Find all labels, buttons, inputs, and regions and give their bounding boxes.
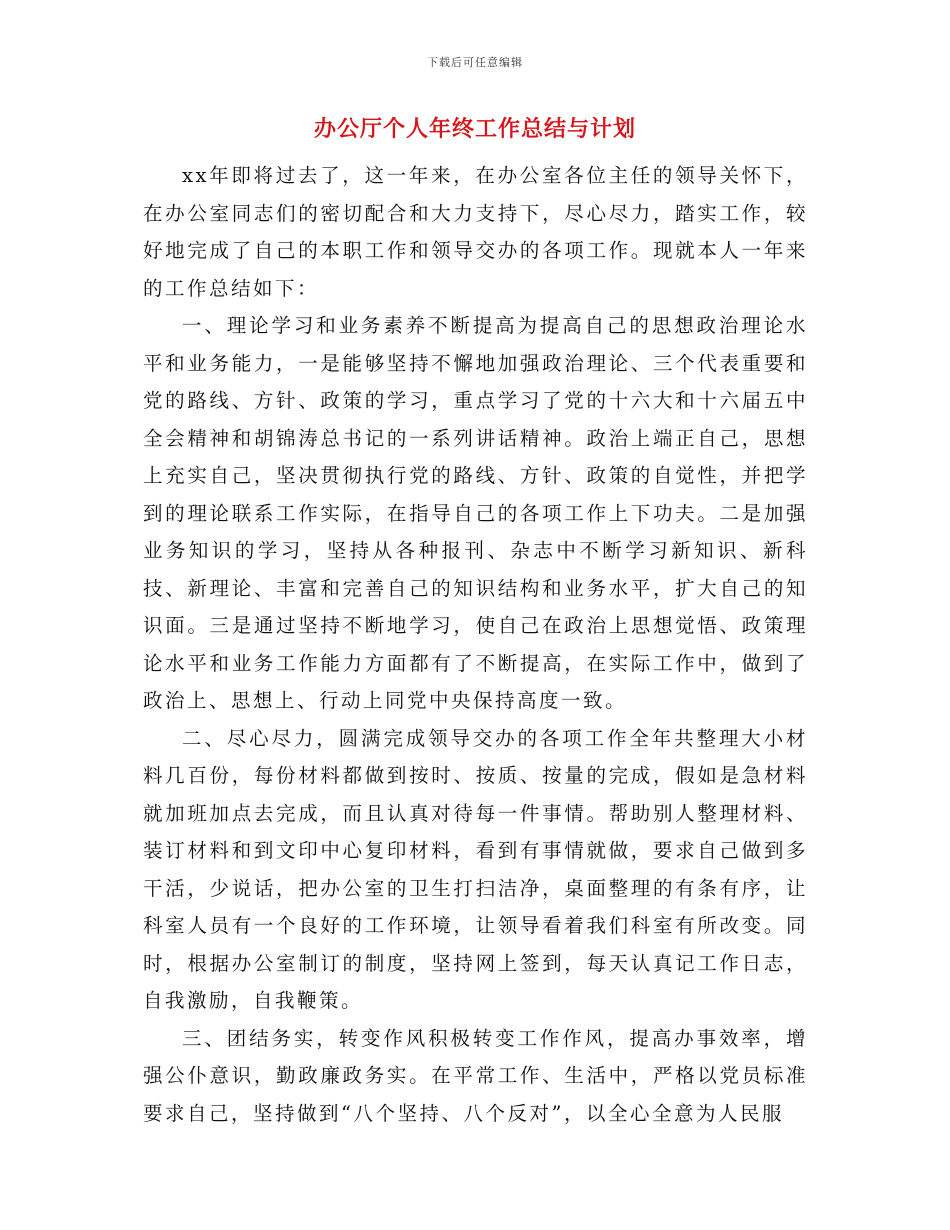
- document-title: 办公厅个人年终工作总结与计划: [313, 117, 636, 142]
- document-body: [143, 157, 808, 1132]
- header-note: 下载后可任意编辑: [427, 56, 523, 69]
- paragraph-intro: xx年即将过去了，这一年来，在办公室各位主任的领导关怀下，在办公室同志们的密切配合和大力支持下，尽心尽力，踏实工作，较好地完成了自己的本职工作和领导交办的各项工作。现就本人一年来的工作总结如下：: [143, 164, 808, 300]
- paragraph-work-style: 三、团结务实，转变作风积极转变工作作风，提高办事效率，增强公仆意识，勤政廉政务实。在平常工作、生活中，严格以党员标准要求自己，坚持做到“八个坚持、八个反对”，以全心全意为人民服: [143, 1026, 808, 1125]
- paragraph-theory-study: 一、理论学习和业务素养不断提高为提高自己的思想政治理论水平和业务能力，一是能够坚持不懈地加强政治理论、三个代表重要和党的路线、方针、政策的学习，重点学习了党的十六大和十六届五中全会精神和胡锦涛总书记的一系列讲话精神。政治上端正自己，思想上充实自己，坚决贯彻执行党的路线、方针、政策的自觉性，并把学到的理论联系工作实际，在指导自己的各项工作上下功夫。二是加强业务知识的学习，坚持从各种报刊、杂志中不断学习新知识、新科技、新理论、丰富和完善自己的知识结构和业务水平，扩大自己的知识面。三是通过坚持不断地学习，使自己在政治上思想觉悟、政策理论水平和业务工作能力方面都有了不断提高，在实际工作中，做到了政治上、思想上、行动上同党中央保持高度一致。: [143, 314, 808, 712]
- paragraph-assigned-work: 二、尽心尽力，圆满完成领导交办的各项工作全年共整理大小材料几百份，每份材料都做到按时、按质、按量的完成，假如是急材料就加班加点去完成，而且认真对待每一件事情。帮助别人整理材料、装订材料和到文印中心复印材料，看到有事情就做，要求自己做到多干活，少说话，把办公室的卫生打扫洁净，桌面整理的有条有序，让科室人员有一个良好的工作环境，让领导看着我们科室有所改变。同时，根据办公室制订的制度，坚持网上签到，每天认真记工作日志，自我激励，自我鞭策。: [143, 726, 808, 1012]
